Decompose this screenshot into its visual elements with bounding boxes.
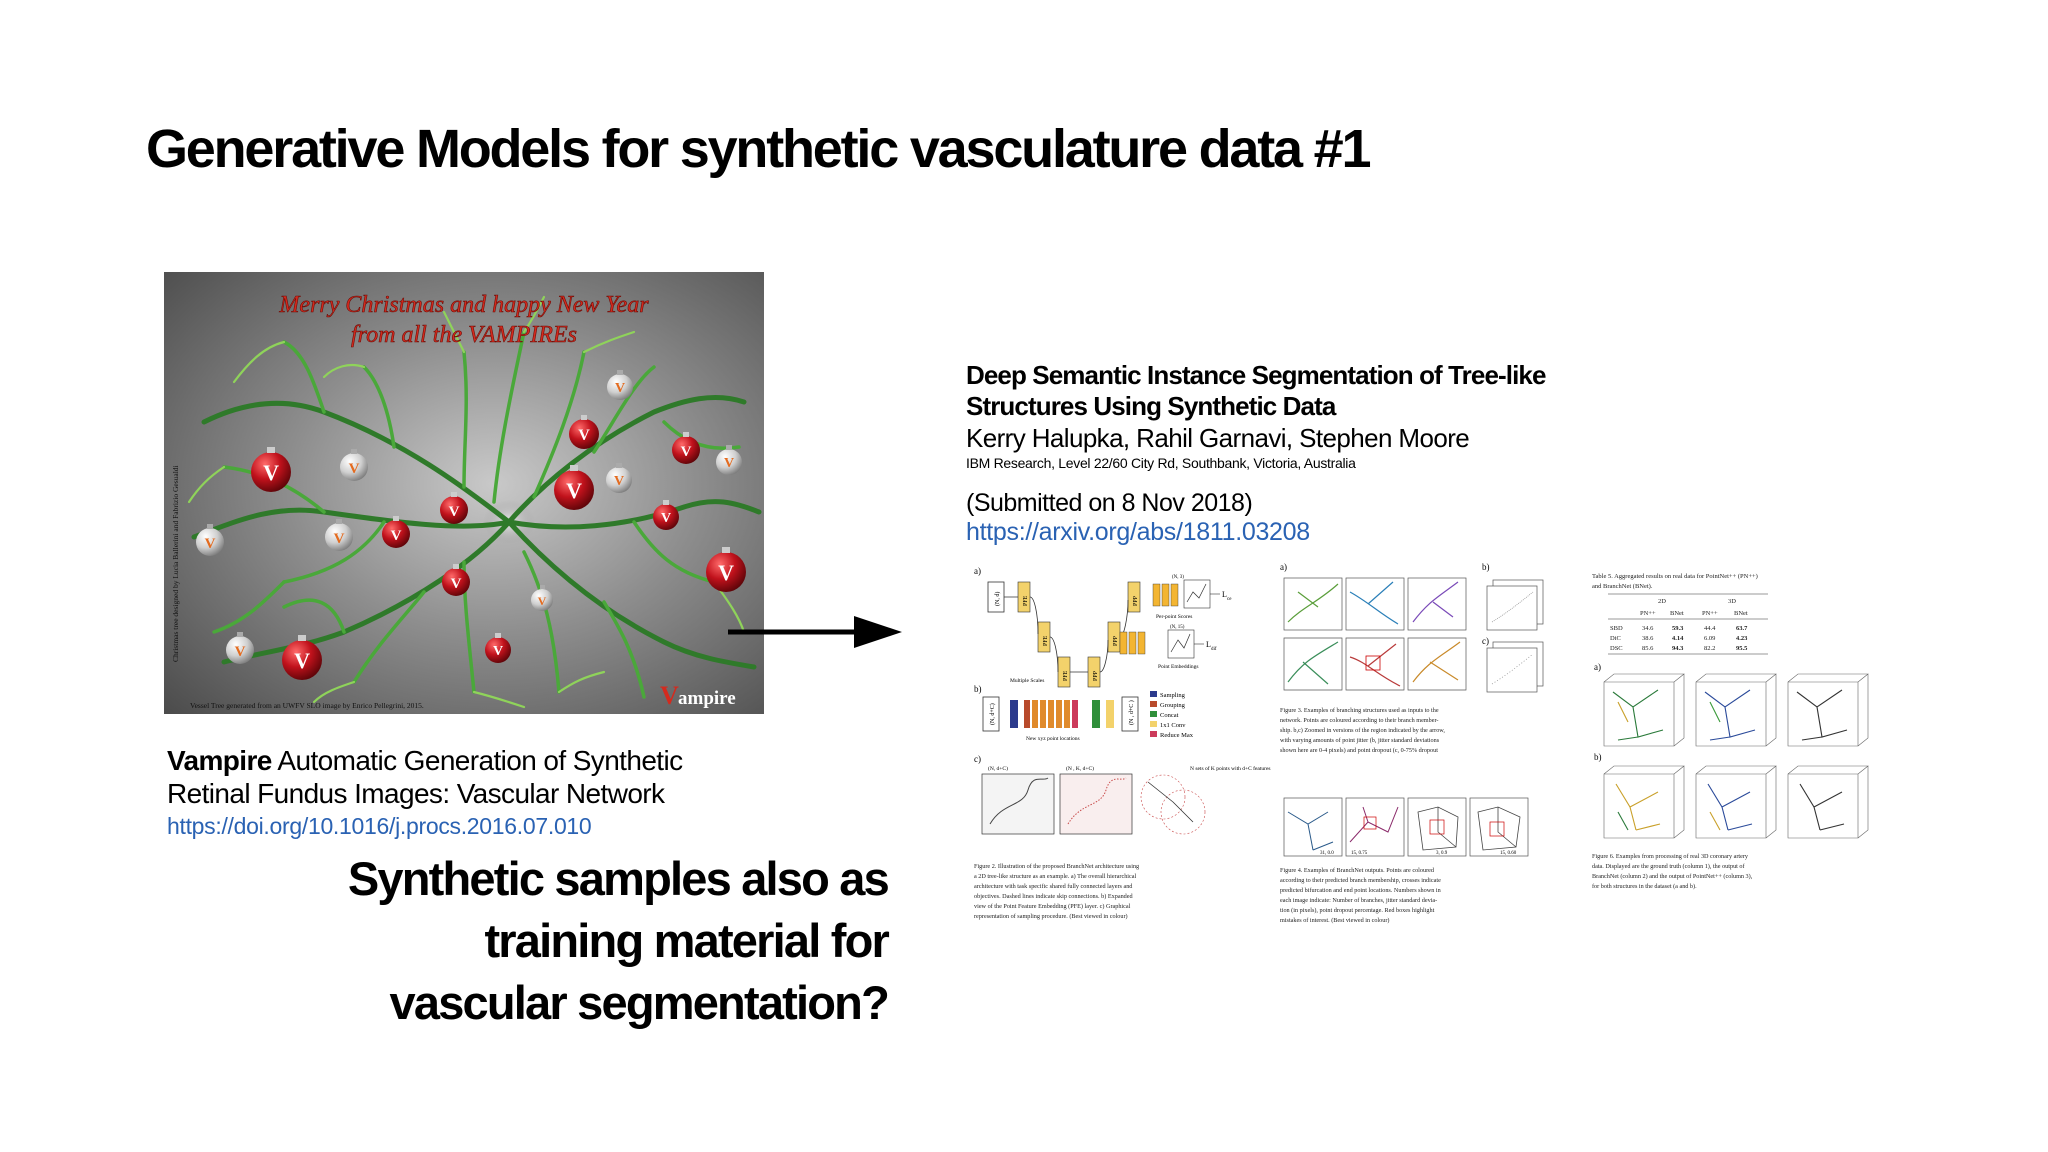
figure-2: [974, 566, 1271, 920]
question-line-3: vascular segmentation?: [389, 976, 888, 1029]
paper-submitted-date: (Submitted on 8 Nov 2018): [966, 489, 1253, 517]
svg-text:3D: 3D: [1728, 598, 1736, 605]
svg-text:2D: 2D: [1658, 598, 1666, 605]
svg-text:82.2: 82.2: [1704, 645, 1716, 652]
vampire-caption: [167, 744, 683, 843]
svg-text:Figure 6. Examples from proces: Figure 6. Examples from processing of real 3D coronary artery: [1592, 853, 1749, 860]
svg-text:Concat: Concat: [1160, 712, 1179, 719]
svg-text:V: V: [566, 478, 582, 503]
svg-text:objectives. Dashed lines indic: objectives. Dashed lines indicate skip connections. b) Expanded: [974, 893, 1133, 900]
svg-text:Per-point Scores: Per-point Scores: [1156, 614, 1193, 620]
svg-text:PN++: PN++: [1640, 610, 1656, 617]
svg-text:PN++: PN++: [1702, 610, 1718, 617]
svg-text:34.6: 34.6: [1642, 625, 1654, 632]
svg-text:for both structures in the dat: for both structures in the dataset (a and b).: [1592, 883, 1697, 890]
svg-text:V: V: [613, 474, 625, 489]
svg-text:85.6: 85.6: [1642, 645, 1654, 652]
side-credit: Christmas tree designed by Lucia Ballerini and Fabrizio Gesualdi: [171, 465, 180, 662]
svg-text:Figure 3. Examples of branchin: Figure 3. Examples of branching structures used as inputs to the: [1280, 707, 1439, 714]
svg-text:4.23: 4.23: [1736, 635, 1748, 642]
svg-text:data. Displayed are the ground: data. Displayed are the ground truth (column 1), the output of: [1592, 863, 1745, 870]
svg-text:(N, d): (N, d): [995, 591, 1001, 606]
svg-text:ce: ce: [1227, 597, 1232, 602]
svg-text:(N , K, d+C): (N , K, d+C): [1066, 766, 1095, 772]
svg-text:Multiple Scales: Multiple Scales: [1010, 678, 1045, 684]
svg-text:V: V: [333, 531, 345, 547]
vampire-brand: Vampire: [167, 745, 272, 776]
svg-text:mistakes of interest. (Best vi: mistakes of interest. (Best viewed in colour): [1280, 917, 1390, 924]
svg-text:Figure 4. Examples of BranchNe: Figure 4. Examples of BranchNet outputs. Points are coloured: [1280, 867, 1434, 874]
svg-text:V: V: [204, 536, 216, 552]
svg-text:Point Embeddings: Point Embeddings: [1158, 664, 1199, 670]
svg-text:Table 5. Aggregated results on: Table 5. Aggregated results on real data for PointNet++ (PN++): [1592, 573, 1758, 580]
svg-text:V: V: [537, 594, 547, 608]
svg-text:(N, 3): (N, 3): [1172, 575, 1184, 580]
svg-text:59.3: 59.3: [1672, 625, 1684, 632]
svg-text:V: V: [234, 644, 246, 660]
figure-3: [1280, 562, 1543, 754]
svg-text:PFE: PFE: [1023, 595, 1029, 606]
svg-text:Figure 2. Illustration of the: Figure 2. Illustration of the proposed BranchNet architecture using: [974, 863, 1140, 870]
slide-title: Generative Models for synthetic vasculature data #1: [146, 119, 1370, 179]
svg-text:15, 0.75: 15, 0.75: [1351, 851, 1368, 856]
svg-text:b): b): [974, 684, 982, 694]
svg-text:1x1 Conv: 1x1 Conv: [1160, 722, 1186, 729]
svg-text:predicted bifurcation and end: predicted bifurcation and end point locations. Numbers shown in: [1280, 887, 1441, 894]
arxiv-link[interactable]: https://arxiv.org/abs/1811.03208: [966, 518, 1310, 546]
svg-text:a): a): [1280, 562, 1287, 572]
svg-text:representation of sampling pro: representation of sampling procedure. (Best viewed in colour): [974, 913, 1128, 920]
svg-text:PFE: PFE: [1063, 670, 1069, 681]
svg-text:(N , d+C ): (N , d+C ): [1129, 700, 1135, 725]
svg-text:V: V: [660, 681, 679, 710]
svg-text:tion (in pixels), point dropou: tion (in pixels), point dropout percentage. Red boxes highlight: [1280, 907, 1435, 914]
svg-text:N sets of K points with d+C f: N sets of K points with d+C features: [1190, 766, 1271, 772]
greeting-line-2: from all the VAMPIREs: [351, 322, 577, 348]
svg-text:with varying amounts of point: with varying amounts of point jitter (b, jitter standard deviations: [1280, 737, 1440, 744]
svg-text:b): b): [1482, 562, 1490, 572]
svg-text:view of the Point Feature Embe: view of the Point Feature Embedding (PFE) layer. c) Graphical: [974, 903, 1131, 910]
paper-title: [966, 360, 1686, 422]
svg-text:PFE: PFE: [1043, 635, 1049, 646]
svg-text:V: V: [348, 461, 360, 477]
svg-text:New xyz point locations: New xyz point locations: [1026, 736, 1080, 742]
svg-text:Reduce Max: Reduce Max: [1160, 732, 1194, 739]
svg-text:a): a): [974, 566, 981, 576]
figure-6: [1592, 662, 1868, 890]
svg-text:PPP: PPP: [1133, 595, 1139, 606]
svg-text:Sampling: Sampling: [1160, 692, 1185, 699]
svg-text:BNet: BNet: [1734, 610, 1748, 617]
svg-text:dif: dif: [1211, 647, 1217, 652]
svg-text:c): c): [974, 754, 981, 764]
svg-text:(N, d+C): (N, d+C): [990, 703, 996, 725]
svg-text:a): a): [1594, 662, 1601, 672]
table-5: [1592, 573, 1768, 654]
greeting-line-1: Merry Christmas and happy New Year: [279, 292, 649, 318]
figure-4: [1280, 798, 1528, 924]
question-text: [240, 848, 888, 1034]
svg-text:V: V: [492, 644, 504, 659]
svg-text:architecture with task specifi: architecture with task specific shared fully connected layers and: [974, 883, 1133, 890]
svg-text:15, 0.60: 15, 0.60: [1500, 851, 1517, 856]
svg-text:ampire: ampire: [678, 688, 736, 709]
svg-text:6.09: 6.09: [1704, 635, 1716, 642]
question-line-2: training material for: [484, 914, 888, 967]
svg-text:shown here are 0-4 pixels) and: shown here are 0-4 pixels) and point dropout (c, 0-75% dropout: [1280, 747, 1438, 754]
svg-text:(N, 15): (N, 15): [1170, 625, 1185, 630]
svg-text:b): b): [1594, 752, 1602, 762]
vampire-doi-link[interactable]: https://doi.org/10.1016/j.procs.2016.07.010: [167, 813, 592, 839]
caption-line-2: Retinal Fundus Images: Vascular Network: [167, 778, 665, 809]
svg-text:V: V: [390, 528, 402, 544]
svg-text:ship. b,c) Zoomed in versions: ship. b,c) Zoomed in versions of the region indicated by the arrow,: [1280, 727, 1445, 734]
svg-text:according to their predicted b: according to their predicted branch membership, crosses indicate: [1280, 877, 1441, 884]
svg-text:each image indicate: Number of: each image indicate: Number of branches, jitter standard devia-: [1280, 897, 1438, 904]
svg-text:Grouping: Grouping: [1160, 702, 1185, 709]
svg-text:(N, d+C): (N, d+C): [988, 766, 1008, 772]
svg-text:and BranchNet (BNet).: and BranchNet (BNet).: [1592, 583, 1653, 590]
svg-text:3, 0.9: 3, 0.9: [1436, 851, 1448, 856]
right-arrow-icon: [724, 612, 904, 652]
svg-text:network. Points are coloured a: network. Points are coloured according to their branch member-: [1280, 717, 1439, 724]
paper-authors: Kerry Halupka, Rahil Garnavi, Stephen Moore: [966, 423, 1470, 453]
caption-line-1-rest: Automatic Generation of Synthetic: [271, 745, 683, 776]
svg-text:c): c): [1482, 636, 1489, 646]
svg-text:V: V: [660, 511, 672, 526]
svg-text:DiC: DiC: [1610, 635, 1621, 642]
paper-figures: [968, 562, 1888, 942]
svg-text:SBD: SBD: [1610, 625, 1623, 632]
question-line-1: Synthetic samples also as: [347, 852, 888, 905]
svg-text:38.6: 38.6: [1642, 635, 1654, 642]
svg-text:a 2D tree-like structure as an: a 2D tree-like structure as an example. a) The overall hierarchical: [974, 873, 1137, 880]
paper-title-line-1: Deep Semantic Instance Segmentation of Tree-like: [966, 360, 1546, 390]
svg-text:L: L: [1222, 590, 1227, 599]
svg-text:95.5: 95.5: [1736, 645, 1748, 652]
paper-affiliation: IBM Research, Level 22/60 City Rd, Southbank, Victoria, Australia: [966, 455, 1356, 471]
svg-text:63.7: 63.7: [1736, 625, 1748, 632]
svg-text:94.3: 94.3: [1672, 645, 1684, 652]
svg-text:V: V: [263, 460, 279, 485]
svg-text:4.14: 4.14: [1672, 635, 1684, 642]
svg-text:V: V: [614, 381, 626, 396]
svg-text:44.4: 44.4: [1704, 625, 1716, 632]
paper-info: [966, 360, 1686, 547]
svg-text:L: L: [1206, 640, 1211, 649]
svg-text:V: V: [578, 427, 590, 444]
svg-text:PPP: PPP: [1093, 670, 1099, 681]
svg-text:BNet: BNet: [1670, 610, 1684, 617]
svg-text:V: V: [723, 456, 735, 471]
paper-title-line-2: Structures Using Synthetic Data: [966, 391, 1336, 421]
svg-text:DSC: DSC: [1610, 645, 1623, 652]
svg-text:31, 0.0: 31, 0.0: [1320, 851, 1334, 856]
svg-text:BranchNet (column 2) and the o: BranchNet (column 2) and the output of PointNet++ (column 3),: [1592, 873, 1753, 880]
caption-line-1: [167, 744, 683, 777]
svg-text:PPP: PPP: [1113, 635, 1119, 646]
svg-text:V: V: [680, 444, 692, 460]
svg-text:V: V: [448, 504, 460, 520]
vampire-christmas-image: [164, 272, 764, 714]
bottom-credit: Vessel Tree generated from an UWFV SLO image by Enrico Pellegrini, 2015.: [190, 701, 424, 710]
svg-text:V: V: [450, 576, 462, 592]
svg-text:V: V: [294, 648, 310, 673]
svg-text:V: V: [718, 560, 734, 585]
